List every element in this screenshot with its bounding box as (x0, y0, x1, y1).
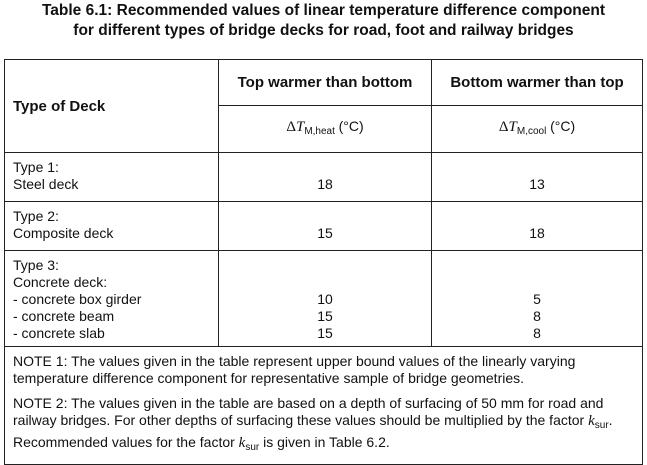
header-type-of-deck: Type of Deck (5, 60, 219, 153)
deck-type-cell (5, 202, 219, 251)
notes-row (5, 347, 643, 465)
deck-type-cell (5, 251, 219, 347)
value-heat-group (219, 251, 432, 347)
notes-cell (5, 347, 643, 465)
sub-type-label: - concrete box girder (13, 291, 142, 307)
value-heat: 15 (317, 308, 333, 324)
header-bottom-warmer: Bottom warmer than top (432, 60, 643, 106)
title-line-2: for different types of bridge decks for road, foot and railway bridges (73, 22, 574, 39)
k-symbol: k (238, 435, 246, 451)
deck-type-label: Type 3: (13, 257, 59, 273)
t-symbol: T (295, 119, 305, 135)
unit-heat (219, 106, 432, 153)
deck-type-cell (5, 153, 219, 202)
deck-type-desc: Concrete deck: (13, 274, 108, 290)
value-cool: 18 (432, 202, 643, 251)
value-cool: 5 (533, 291, 541, 307)
value-cool: 13 (432, 153, 643, 202)
unit-cool (432, 106, 643, 153)
deck-type-label: Type 1: (13, 159, 59, 175)
deck-type-desc: Composite deck (13, 225, 114, 241)
t-symbol: T (508, 119, 517, 135)
value-cool: 8 (533, 308, 541, 324)
value-cool-group (432, 251, 643, 347)
subscript-cool: M,cool (516, 126, 547, 137)
deck-type-label: Type 2: (13, 208, 59, 224)
k-subscript: sur (245, 442, 260, 453)
table-row-type2 (5, 202, 643, 251)
k-symbol: k (588, 413, 595, 429)
value-heat: 15 (219, 202, 432, 251)
value-heat: 18 (219, 153, 432, 202)
unit-celsius: (°C) (338, 118, 364, 134)
value-cool: 8 (533, 325, 541, 341)
header-top-warmer: Top warmer than bottom (219, 60, 432, 106)
header-row-1 (5, 60, 643, 106)
delta-symbol: Δ (498, 119, 509, 135)
value-heat: 10 (317, 291, 333, 307)
deck-type-desc: Steel deck (13, 176, 79, 192)
deck-temperature-table (4, 59, 643, 465)
note-2 (13, 395, 636, 456)
table-title (0, 1, 647, 41)
sub-type-label: - concrete beam (13, 308, 115, 324)
note-2-text-b: . Recommended values for the factor (13, 412, 613, 450)
sub-type-label: - concrete slab (13, 325, 105, 341)
delta-symbol: Δ (286, 119, 296, 135)
unit-celsius: (°C) (550, 118, 576, 134)
note-2-text-c: is given in Table 6.2. (259, 434, 390, 450)
table-row-type1 (5, 153, 643, 202)
k-subscript: sur (594, 420, 609, 431)
value-heat: 15 (317, 325, 333, 341)
note-1: NOTE 1: The values given in the table represent upper bound values of the linearly varying temperature difference component for representative sample of bridge geometries. (13, 353, 576, 386)
table-row-type3 (5, 251, 643, 347)
note-2-text-a: NOTE 2: The values given in the table are based on a depth of surfacing of 50 mm for road and railway bridges. For other depths of surfacing these values should be multiplied by the factor (13, 395, 604, 428)
subscript-heat: M,heat (304, 126, 335, 137)
title-line-1: Table 6.1: Recommended values of linear temperature difference component (41, 2, 606, 19)
